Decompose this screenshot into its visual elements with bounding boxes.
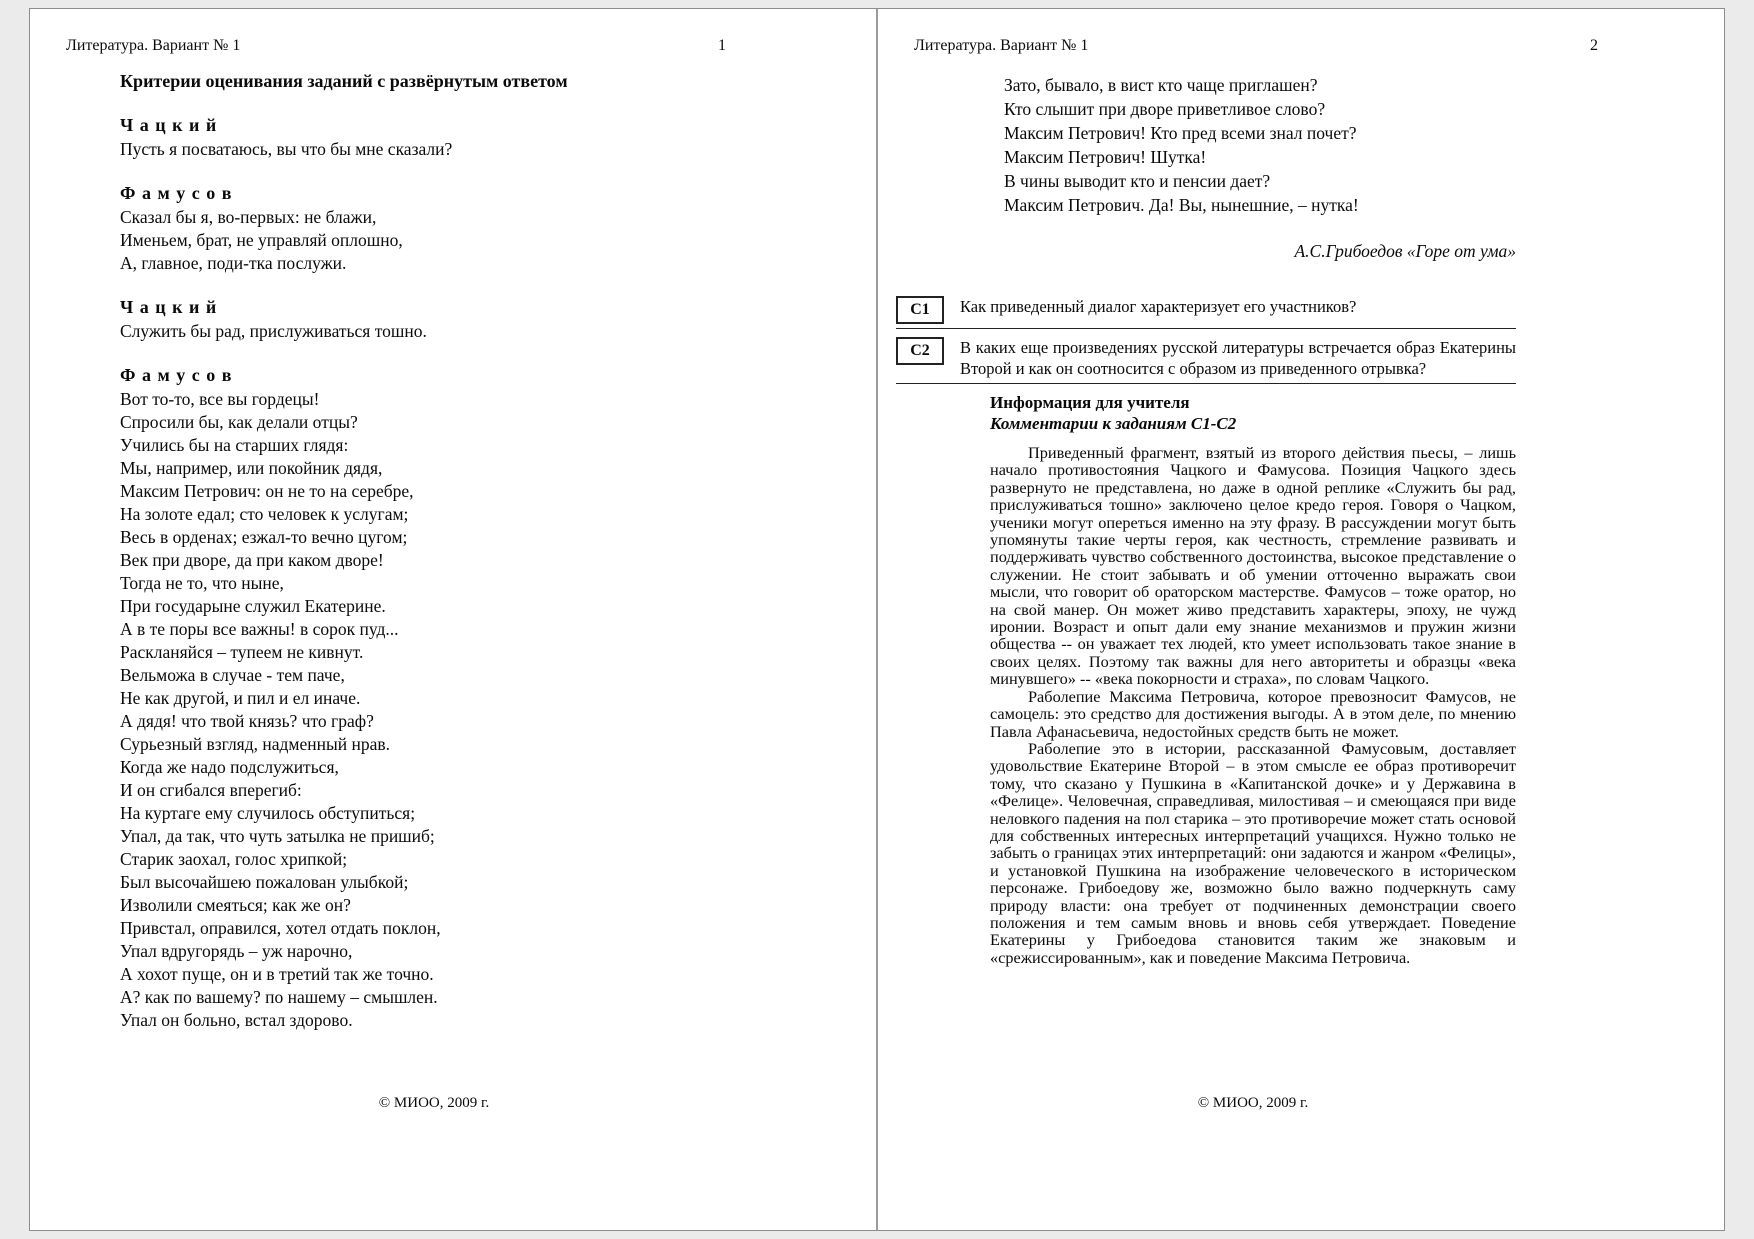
page-1-footer: © МИОО, 2009 г.: [378, 1095, 490, 1111]
commentary-paragraphs: [990, 444, 1516, 966]
page-1: [30, 9, 876, 1230]
speaker-name: Ф а м у с о в: [120, 183, 233, 203]
poem-line: В чины выводит кто и пенсии дает?: [1004, 171, 1271, 191]
poem-line: Упал, да так, что чуть затылка не пришиб;: [120, 826, 435, 846]
poem-line: Мы, например, или покойник дядя,: [120, 458, 383, 478]
poem-line: Упал вдругорядь – уж нарочно,: [120, 941, 353, 961]
poem-line: Учились бы на старших глядя:: [120, 435, 349, 455]
task-row: [896, 296, 1516, 329]
poem-line: Максим Петрович: он не то на серебре,: [120, 481, 414, 501]
dialogue-section-famusov-2: [120, 365, 748, 1032]
teacher-info-heading: Информация для учителя: [990, 393, 1190, 412]
speaker-name: Ч а ц к и й: [120, 115, 218, 135]
task-id-box: С2: [896, 337, 944, 365]
poem-continuation: [1004, 73, 1516, 217]
speaker-name: Ч а ц к и й: [120, 297, 218, 317]
poem-line: А хохот пуще, он и в третий так же точно.: [120, 964, 434, 984]
poem-line: Зато, бывало, в вист кто чаще приглашен?: [1004, 75, 1318, 95]
speech-lines: [120, 388, 748, 1032]
poem-line: При государыне служил Екатерине.: [120, 596, 386, 616]
poem-line: Максим Петрович! Шутка!: [1004, 147, 1207, 167]
poem-line: Максим Петрович. Да! Вы, нынешние, – нутка!: [1004, 195, 1359, 215]
poem-line: И он сгибался вперегиб:: [120, 780, 302, 800]
poem-line: Вот то-то, все вы гордецы!: [120, 389, 320, 409]
poem-line: Был высочайшею пожалован улыбкой;: [120, 872, 409, 892]
poem-line: Тогда не то, что ныне,: [120, 573, 284, 593]
poem-line: Старик заохал, голос хрипкой;: [120, 849, 348, 869]
poem-line: Не как другой, и пил и ел иначе.: [120, 688, 361, 708]
dialogue-section-famusov-1: [120, 183, 748, 275]
commentary-paragraph: Раболепие Максима Петровича, которое превозносит Фамусов, не самоцель: это средство для достижения выгоды. А в этом деле, по мнению Павла Афанасьевича, недостойных средств быть не может.: [990, 686, 1516, 741]
speech-lines: [120, 138, 748, 161]
page-2-content: [910, 73, 1516, 967]
task-id-box: С1: [896, 296, 944, 324]
poem-line: Весь в орденах; езжал-то вечно цугом;: [120, 527, 408, 547]
poem-line: А дядя! что твой князь? что граф?: [120, 711, 374, 731]
poem-line: А в те поры все важны! в сорок пуд...: [120, 619, 399, 639]
source-attribution: А.С.Грибоедов «Горе от ума»: [1294, 241, 1516, 261]
page-2: [878, 9, 1724, 1230]
commentary-paragraph: Раболепие это в истории, рассказанной Фамусовым, доставляет удовольствие Екатерине Второй – в этом смысле ее образ противоречит тому, что сказано у Пушкина в «Капитанской дочке» и у Державина в «Фелице». Человечная, справедливая, милостивая – и смеющаяся при виде неловкого падения на пол старика – это противоречие может стать основой для собственных интересных интерпретаций учащихся. Нужно только не забыть о границах этих интерпретаций: они задаются и жанром «Фелицы», и установкой Пушкина на изображение человеческого в историческом персонаже. Грибоедову же, возможно было важно подчеркнуть саму природу власти: она требует от подчиненных демонстрации своего положения и тем самым вновь и вновь себя утверждает. Поведение Екатерины у Грибоедова становится таким же знаковым и «срежиссированным», как и поведение Максима Петровича.: [990, 738, 1516, 967]
poem-line: Сказал бы я, во-первых: не блажи,: [120, 207, 377, 227]
document-title: Критерии оценивания заданий с развёрнутым ответом: [120, 71, 568, 91]
poem-line: Изволили смеяться; как же он?: [120, 895, 351, 915]
poem-line: Спросили бы, как делали отцы?: [120, 412, 358, 432]
poem-line: На куртаге ему случилось обступиться;: [120, 803, 416, 823]
page-2-header: Литература. Вариант № 1: [914, 37, 1089, 54]
poem-line: Именьем, брат, не управляй оплошно,: [120, 230, 403, 250]
speech-lines: [120, 320, 748, 343]
dialogue-section-chatsky-2: [120, 297, 748, 343]
page-2-footer: © МИОО, 2009 г.: [1197, 1095, 1309, 1111]
poem-line: Вельможа в случае - тем паче,: [120, 665, 345, 685]
poem-line: А? как по вашему? по нашему – смышлен.: [120, 987, 438, 1007]
poem-line: Век при дворе, да при каком дворе!: [120, 550, 384, 570]
poem-line: А, главное, поди-тка послужи.: [120, 253, 347, 273]
poem-line: Пусть я посватаюсь, вы что бы мне сказали?: [120, 139, 453, 159]
task-question: Как приведенный диалог характеризует его участников?: [960, 297, 1357, 316]
task-list: [910, 296, 1516, 384]
page-1-header: Литература. Вариант № 1: [66, 37, 241, 54]
page-2-number: 2: [1590, 37, 1598, 54]
document-spread: [29, 8, 1725, 1231]
poem-line: Максим Петрович! Кто пред всеми знал почет?: [1004, 123, 1357, 143]
speech-lines: [120, 206, 748, 275]
poem-line: Кто слышит при дворе приветливое слово?: [1004, 99, 1326, 119]
speaker-name: Ф а м у с о в: [120, 365, 233, 385]
commentary-subheading: Комментарии к заданиям С1-С2: [990, 414, 1237, 433]
poem-line: Служить бы рад, прислуживаться тошно.: [120, 321, 427, 341]
poem-line: Упал он больно, встал здорово.: [120, 1010, 353, 1030]
poem-line: Сурьезный взгляд, надменный нрав.: [120, 734, 391, 754]
commentary-paragraph: Приведенный фрагмент, взятый из второго действия пьесы, – лишь начало противостояния Чацкого и Фамусова. Позиция Чацкого здесь развернуто не представлена, но даже в одной реплике «Служить бы рад, прислуживаться тошно» заключено целое кредо героя. Говоря о Чацком, ученики могут опереться именно на эту фразу. В рассуждении могут быть упомянуты такие черты героя, как честность, стремление развивать и поддерживать чувство собственного достоинства, высокое представление о служении. Не стоит забывать и об умении отточенно выражать свои мысли, что говорит об ораторском мастерстве. Фамусов – тоже оратор, но на свой манер. Он может живо представить характеры, эпоху, не чужд иронии. Возраст и опыт дали ему знание механизмов и пружин жизни общества -- он уважает тех людей, кто умеет использовать такое знание в своих целях. Поэтому так важны для него авторитеты и образцы «века минувшего» -- «века покорности и страха», по словам Чацкого.: [990, 443, 1516, 689]
poem-line: На золоте едал; сто человек к услугам;: [120, 504, 409, 524]
poem-line: Привстал, оправился, хотел отдать поклон,: [120, 918, 441, 938]
page-1-content: [120, 69, 748, 1032]
dialogue-section-chatsky-1: [120, 115, 748, 161]
task-row: [896, 337, 1516, 384]
page-1-number: 1: [718, 37, 726, 54]
task-question: В каких еще произведениях русской литературы встречается образ Екатерины Второй и как он соотносится с образом из приведенного отрывка?: [960, 338, 1516, 378]
poem-line: Когда же надо подслужиться,: [120, 757, 339, 777]
poem-line: Раскланяйся – тупеем не кивнут.: [120, 642, 364, 662]
